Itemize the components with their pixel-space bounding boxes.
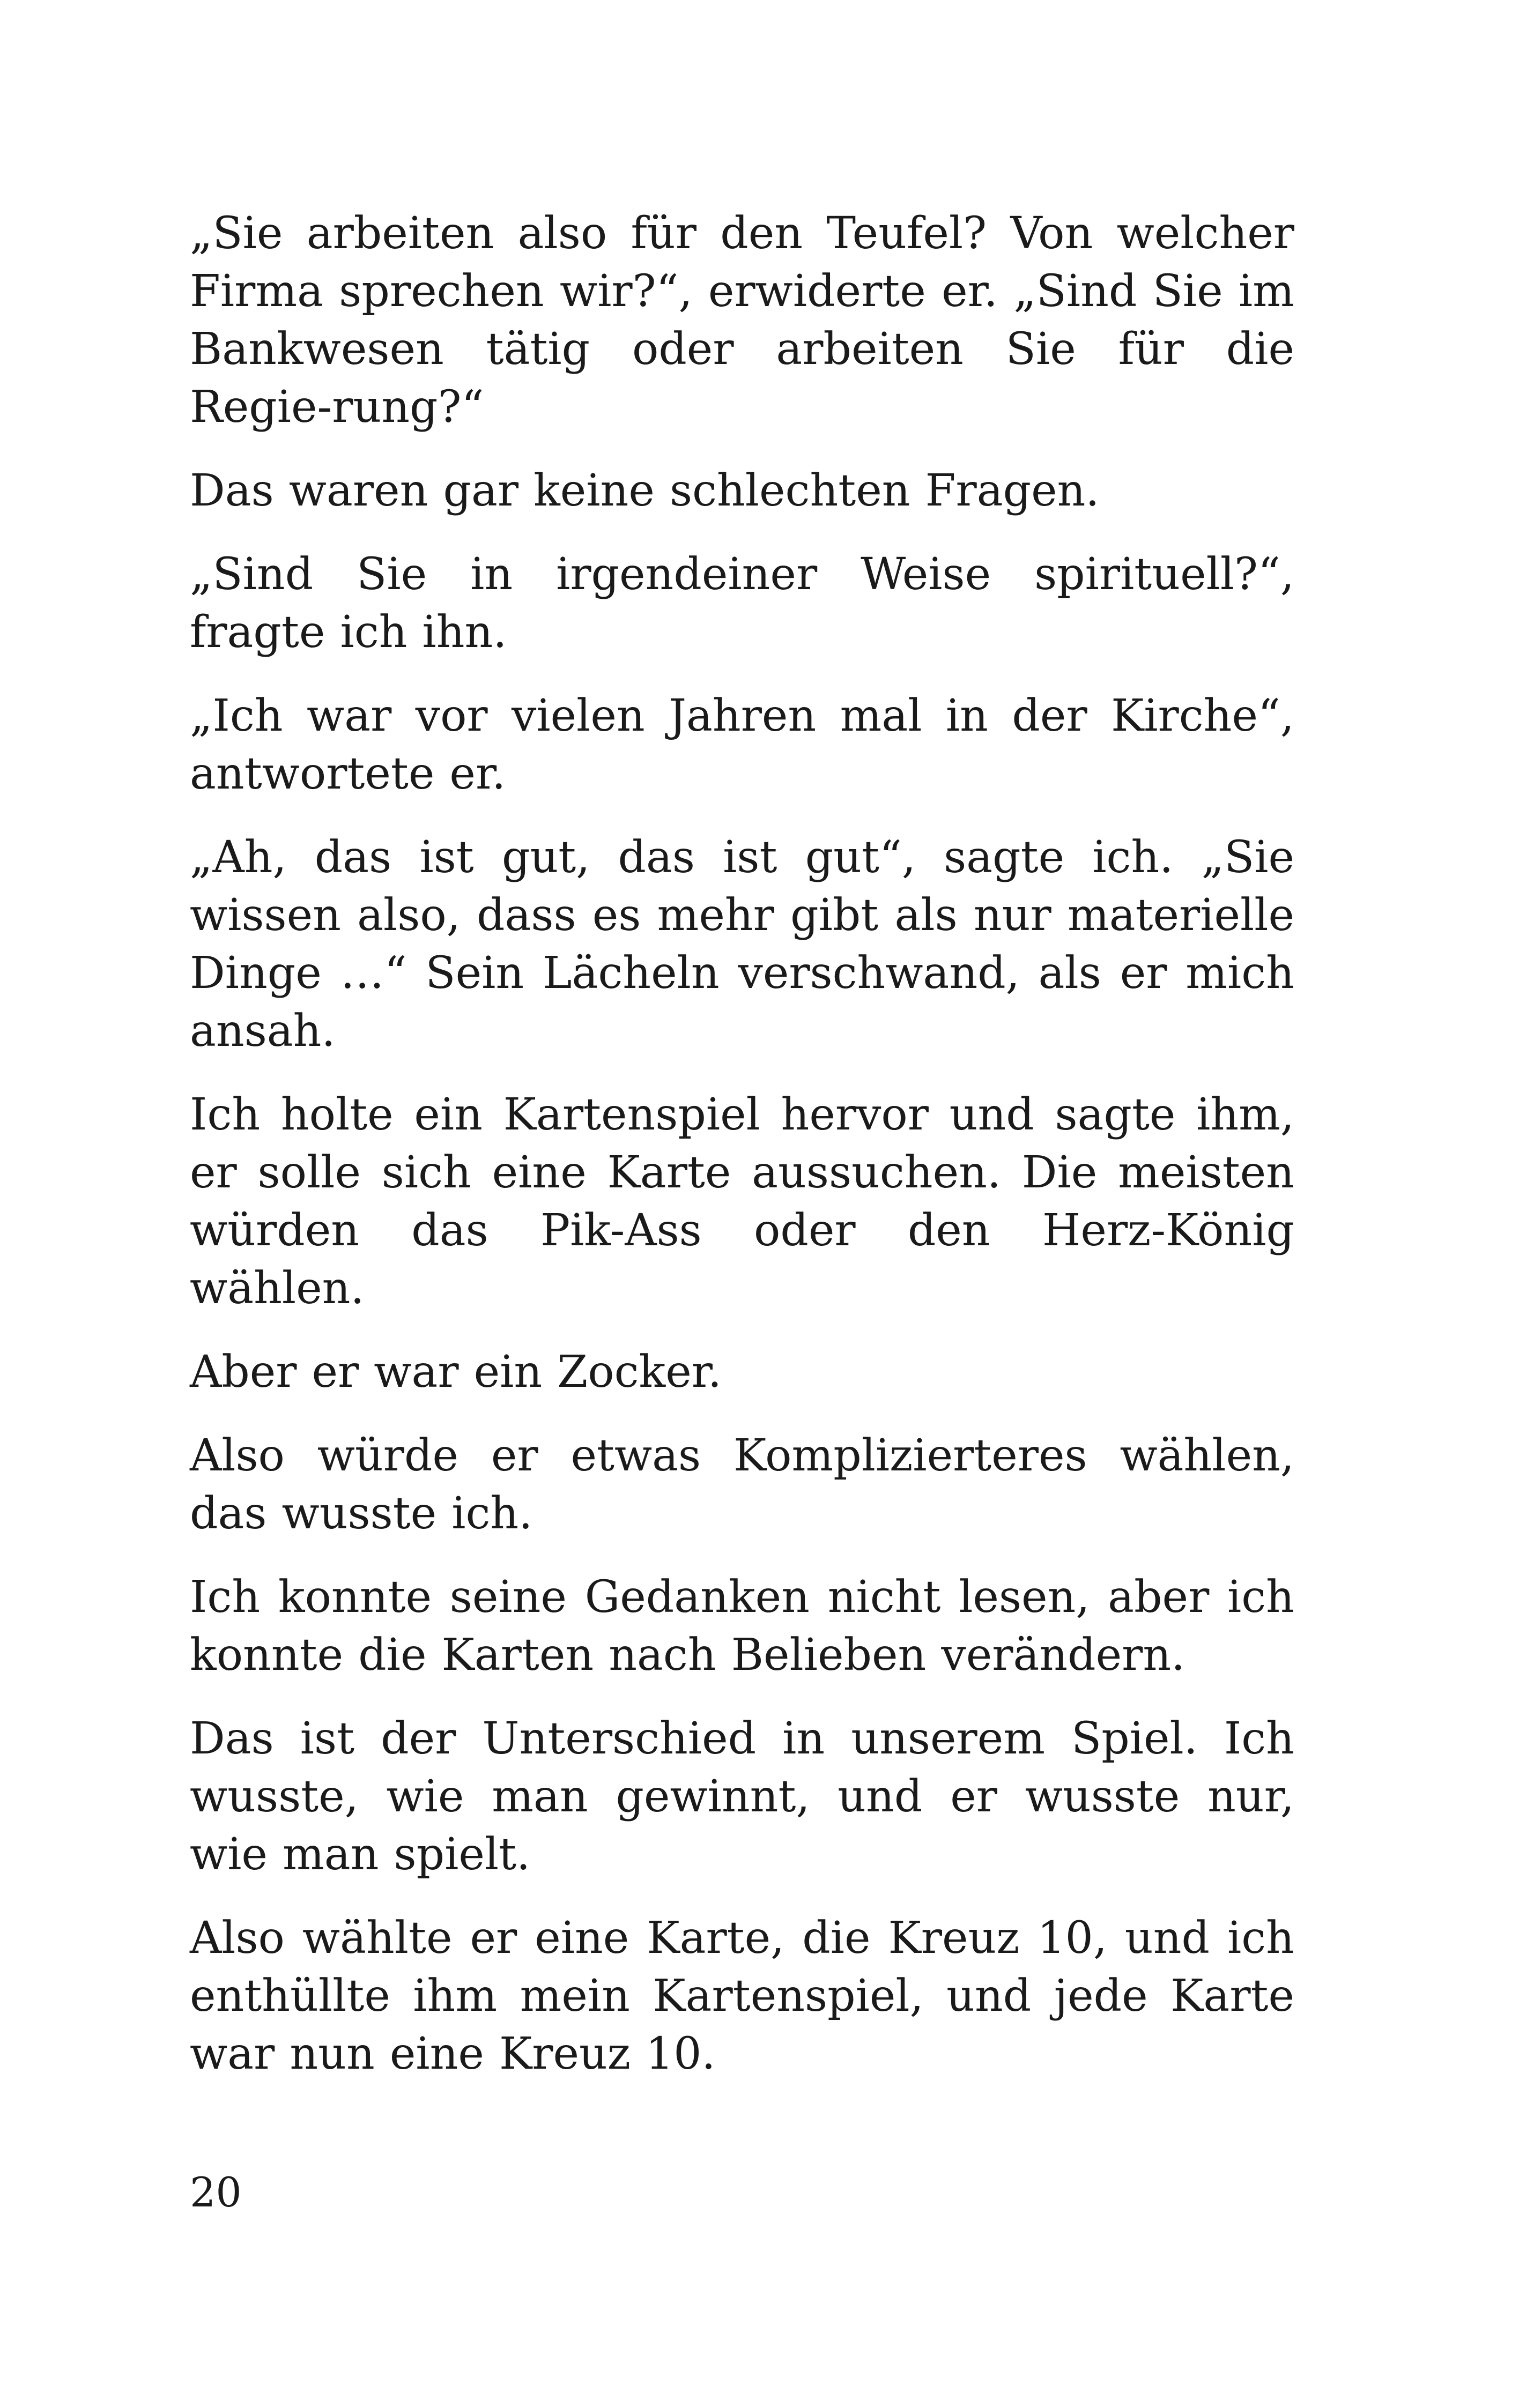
paragraph: „Ich war vor vielen Jahren mal in der Kirche“, antwortete er. bbox=[190, 690, 1294, 799]
paragraph: Ich konnte seine Gedanken nicht lesen, aber ich konnte die Karten nach Belieben verändern. bbox=[190, 1572, 1294, 1681]
book-text-body bbox=[190, 205, 1294, 2109]
paragraph: „Sind Sie in irgendeiner Weise spirituell?“, fragte ich ihn. bbox=[190, 549, 1294, 658]
paragraph: Das waren gar keine schlechten Fragen. bbox=[190, 465, 1100, 516]
page-number: 20 bbox=[190, 2168, 242, 2216]
paragraph: Also würde er etwas Komplizierteres wählen, das wusste ich. bbox=[190, 1430, 1294, 1539]
paragraph: „Sie arbeiten also für den Teufel? Von welcher Firma sprechen wir?“, erwiderte er. „Sind Sie im Bankwesen tätig oder arbeiten Sie für die Regie-rung?“ bbox=[190, 208, 1294, 433]
paragraph: Ich holte ein Kartenspiel hervor und sagte ihm, er solle sich eine Karte aussuchen. Die meisten würden das Pik-Ass oder den Herz-König wählen. bbox=[190, 1089, 1294, 1314]
paragraph: Also wählte er eine Karte, die Kreuz 10, und ich enthüllte ihm mein Kartenspiel, und jede Karte war nun eine Kreuz 10. bbox=[190, 1913, 1294, 2079]
paragraph: „Ah, das ist gut, das ist gut“, sagte ich. „Sie wissen also, dass es mehr gibt als nur materielle Dinge …“ Sein Lächeln verschwand, als er mich ansah. bbox=[190, 832, 1294, 1057]
paragraph: Aber er war ein Zocker. bbox=[190, 1347, 722, 1398]
paragraph: Das ist der Unterschied in unserem Spiel. Ich wusste, wie man gewinnt, und er wusste nur, wie man spielt. bbox=[190, 1713, 1294, 1880]
